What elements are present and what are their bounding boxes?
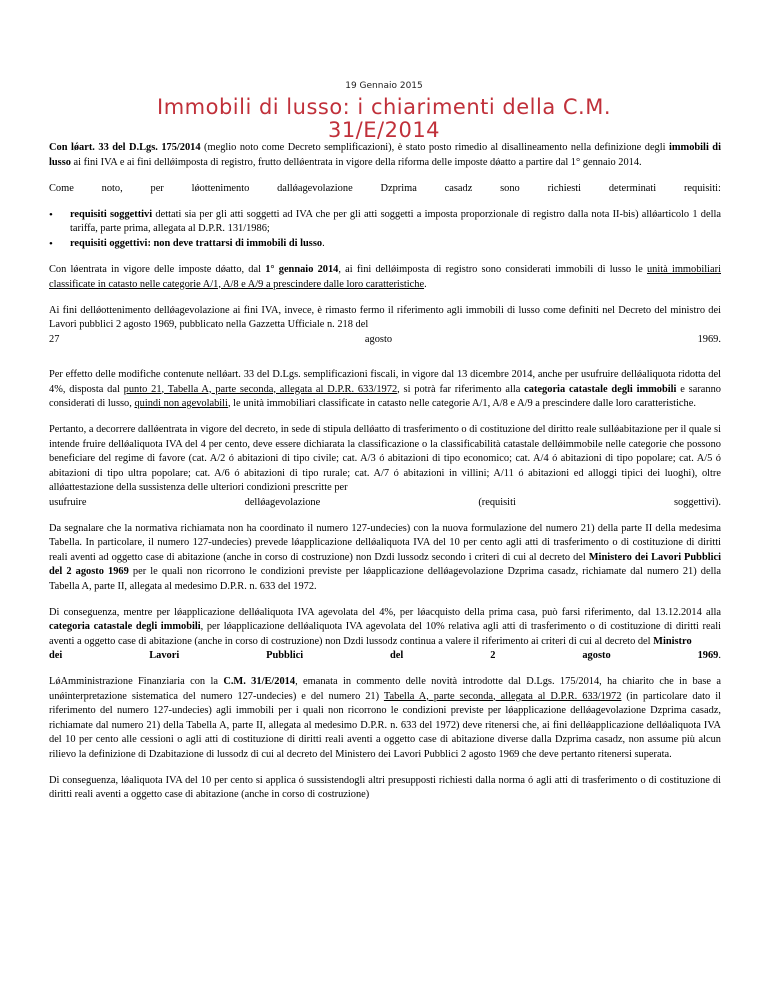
keyword-luxury-properties: immobili di lusso <box>49 142 721 168</box>
law-reference: Con lǿart. 33 del D.Lgs. 175/2014 <box>49 142 201 153</box>
article-date: 19 Gennaio 2015 <box>345 81 423 91</box>
paragraph-consequently: Di conseguenza, mentre per lǿapplicazione dellǿaliquota IVA agevolata del 4%, per lǿacquisto della prima casa, può farsi riferimento, dal 13.12.2014 alla categoria catastale degli immobili, per lǿapplicazione dellǿaliquota IVA agevolata del 10% relativa agli atti di trasferimento o di costituzione di diritti reali aventi a oggetto case di abitazione (anche in corso di costruzione) non ǲdi lussoǳ continua a valere il riferimento ai criteri di cui al decreto del Ministro <box>49 606 721 647</box>
paragraph-modifications: Per effetto delle modifiche contenute nellǿart. 33 del D.Lgs. semplificazioni fiscali, in vigore dal 13 dicembre 2014, anche per usufruire dellǿaliquota ridotta del 4%, disposta dal punto 21, Tabella A, parte seconda, allegata al D.P.R. 633/1972, si potrà far riferimento alla categoria catastale degli immobili e saranno considerati di lusso, quindi non agevolabili, le unità immobiliari classificate in catasto nelle categorie A/1, A/8 e A/9 a prescindere dalle loro caratteristiche. <box>49 369 721 409</box>
paragraph-therefore: Pertanto, a decorrere dallǿentrata in vigore del decreto, in sede di stipula dellǿatto di trasferimento o di costituzione del diritto reale sullǿabitazione per il quale si intende fruire dellǿaliquota IVA del 4 per cento, deve essere dichiarata la classificazione o la classificabilità catastale dellǿimmobile nelle categorie che possono beneficiare del regime di favore (cat. A/2 ó abitazioni di tipo civile; cat. A/3 ó abitazioni di tipo economico; cat. A/4 ó abitazioni di tipo popolare; cat. A/5 ó abitazioni di tipo ultra popolare; cat. A/6 ó abitazioni di tipo rurale; cat. A/7 ó abitazioni in villini; A/11 ó abitazioni ed alloggi tipici dei luoghi), oltre allǿattestazione della sussistenza delle ulteriori condizioni prescritte per <box>49 424 721 493</box>
paragraph-intro: Con lǿart. 33 del D.Lgs. 175/2014 (meglio noto come Decreto semplificazioni), è stato posto rimedio al disallineamento nella definizione degli immobili di lusso ai fini IVA e ai fini dellǿimposta di registro, frutto dellǿentrata in vigore della riforma delle imposte dǿatto a partire dal 1° gennaio 2014. <box>49 142 721 168</box>
list-item-objective-requirements: • requisiti oggettivi: non deve trattarsi di immobili di lusso. <box>49 237 721 252</box>
paragraph-conclusion: Di conseguenza, lǿaliquota IVA del 10 per cento si applica ó sussistendogli altri presupposti richiesti dalla norma ó agli atti di trasferimento o di costituzione di diritti reali aventi a oggetto case di abitazione (anche in corso di costruzione) <box>49 774 721 800</box>
underlined-categories: unità immobiliari classificate in catasto nelle categorie A/1, A/8 e A/9 a prescindere dalle loro caratteristiche <box>49 264 722 290</box>
paragraph-circular: LǿAmministrazione Finanziaria con la C.M. 31/E/2014, emanata in commento delle novità introdotte dal D.Lgs. 175/2014, ha chiarito che in base a unǿinterpretazione sistematica del numero 127-undecies) e del numero 21) Tabella A, parte seconda, allegata al D.P.R. 633/1972 (in particolare dato il riferimento del numero 127-undecies) agli immobili per i quali non ricorrono le condizioni previste per lǿapplicazione dellǿagevolazione ǲprima casaǳ, richiamate dal numero 21) della Tabella A, parte II, allegata al medesimo D.P.R. n. 633 del 1972) deve ritenersi che, ai fini dellǿapplicazione dellǿaliquota IVA del 10 per cento alle cessioni o agli atti di costituzione di diritti reali aventi a oggetto case di abitazione diverse dalla ǲprima casaǳ, non assume più alcun rilievo la definizione di ǲabitazione di lussoǳ di cui al decreto del Ministero dei Lavori Pubblici 2 agosto 1969 che deve pertanto ritenersi superata. <box>49 676 721 760</box>
paragraph-vat-reference-end: 27 agosto 1969. <box>49 333 721 345</box>
underlined-table-reference: punto 21, Tabella A, parte seconda, allegata al D.P.R. 633/1972 <box>123 383 398 395</box>
article-title: Immobili di lusso: i chiarimenti della C.M. 31/E/2014 <box>157 95 611 142</box>
article-body <box>49 141 721 814</box>
paragraph-note: Da segnalare che la normativa richiamata non ha coordinato il numero 127-undecies) con la nuova formulazione del numero 21) della parte II della medesima Tabella. In particolare, il numero 127-undecies) prevede lǿapplicazione dellǿaliquota IVA del 10 per cento agli atti di trasferimento o di costituzione di diritti reali aventi ad oggetto case di abitazione (anche in corso di costruzione) non ǲdi lussoǳ secondo i criteri di cui al decreto del Ministero dei Lavori Pubblici del 2 agosto 1969 per le quali non ricorrono le condizioni previste per lǿapplicazione dellǿagevolazione ǲprima casaǳ, richiamate dal numero 21) della Tabella A, parte II, allegata al medesimo D.P.R. n. 633 del 1972. <box>49 522 722 592</box>
paragraph-therefore-end: usufruire dellǿagevolazione (requisiti soggettivi). <box>49 496 721 508</box>
paragraph-registry-tax: Con lǿentrata in vigore delle imposte dǿatto, dal 1° gennaio 2014, ai fini dellǿimposta di registro sono considerati immobili di lusso le unità immobiliari classificate in catasto nelle categorie A/1, A/8 e A/9 a prescindere dalle loro caratteristiche. <box>49 264 722 290</box>
paragraph-requirements-intro: Come noto, per lǿottenimento dallǿagevolazione ǲprima casaǳ sono richiesti determinati requisiti: <box>49 182 721 194</box>
list-item-subjective-requirements: • requisiti soggettivi dettati sia per gli atti soggetti ad IVA che per gli atti soggetti a imposta proporzionale di registro dalla nota II-bis) allǿarticolo 1 della tariffa, parte prima, allegata al D.P.R. 131/1986; <box>49 208 721 237</box>
requirements-list <box>49 208 721 252</box>
paragraph-vat-reference: Ai fini dellǿottenimento dellǿagevolazione ai fini IVA, invece, è rimasto fermo il riferimento agli immobili di lusso come definiti nel Decreto del ministro dei Lavori pubblici 2 agosto 1969, pubblicato nella Gazzetta Ufficiale n. 218 del <box>49 304 721 330</box>
paragraph-consequently-end: dei Lavori Pubblici del 2 agosto 1969. <box>49 650 721 661</box>
